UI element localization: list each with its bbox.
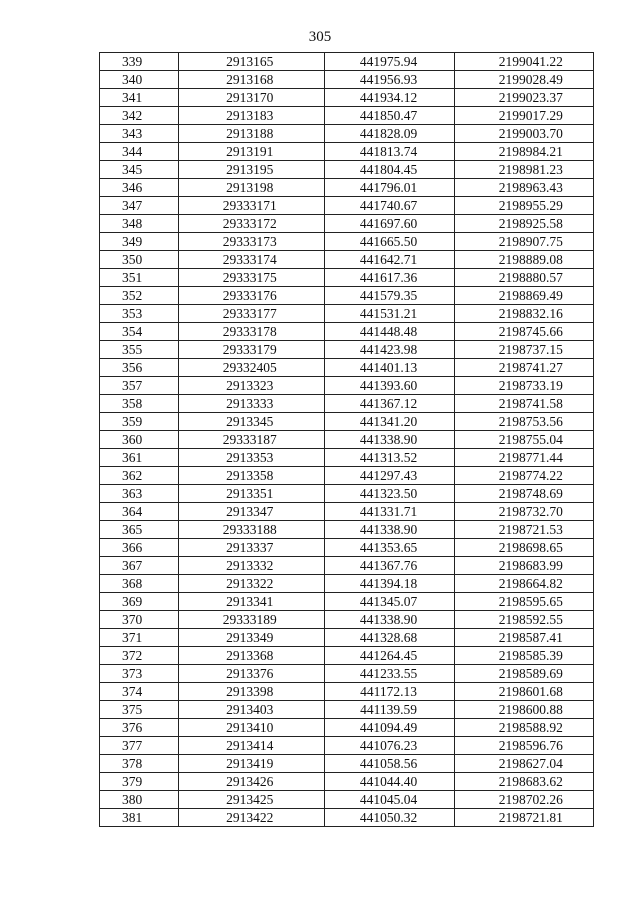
table-row — [100, 647, 594, 665]
row-number-cell: 362 — [100, 467, 179, 485]
x-coordinate-cell: 441617.36 — [325, 269, 454, 287]
table-row — [100, 773, 594, 791]
table-row — [100, 89, 594, 107]
point-id-cell: 2913333 — [179, 395, 325, 413]
y-coordinate-cell: 2198869.49 — [454, 287, 593, 305]
row-number-cell: 354 — [100, 323, 179, 341]
point-id-cell: 2913195 — [179, 161, 325, 179]
table-row — [100, 161, 594, 179]
point-id-cell: 2913323 — [179, 377, 325, 395]
point-id-cell: 2913191 — [179, 143, 325, 161]
table-row — [100, 521, 594, 539]
y-coordinate-cell: 2199023.37 — [454, 89, 593, 107]
y-coordinate-cell: 2198741.58 — [454, 395, 593, 413]
y-coordinate-cell: 2198588.92 — [454, 719, 593, 737]
y-coordinate-cell: 2199028.49 — [454, 71, 593, 89]
point-id-cell: 29333173 — [179, 233, 325, 251]
row-number-cell: 373 — [100, 665, 179, 683]
row-number-cell: 363 — [100, 485, 179, 503]
y-coordinate-cell: 2198592.55 — [454, 611, 593, 629]
y-coordinate-cell: 2198601.68 — [454, 683, 593, 701]
y-coordinate-cell: 2198596.76 — [454, 737, 593, 755]
y-coordinate-cell: 2198585.39 — [454, 647, 593, 665]
x-coordinate-cell: 441665.50 — [325, 233, 454, 251]
row-number-cell: 370 — [100, 611, 179, 629]
x-coordinate-cell: 441393.60 — [325, 377, 454, 395]
y-coordinate-cell: 2199041.22 — [454, 53, 593, 71]
x-coordinate-cell: 441094.49 — [325, 719, 454, 737]
row-number-cell: 347 — [100, 197, 179, 215]
point-id-cell: 2913188 — [179, 125, 325, 143]
x-coordinate-cell: 441076.23 — [325, 737, 454, 755]
y-coordinate-cell: 2198907.75 — [454, 233, 593, 251]
row-number-cell: 375 — [100, 701, 179, 719]
row-number-cell: 343 — [100, 125, 179, 143]
point-id-cell: 2913353 — [179, 449, 325, 467]
y-coordinate-cell: 2198984.21 — [454, 143, 593, 161]
row-number-cell: 371 — [100, 629, 179, 647]
y-coordinate-cell: 2198745.66 — [454, 323, 593, 341]
x-coordinate-cell: 441401.13 — [325, 359, 454, 377]
point-id-cell: 2913322 — [179, 575, 325, 593]
y-coordinate-cell: 2198587.41 — [454, 629, 593, 647]
row-number-cell: 376 — [100, 719, 179, 737]
row-number-cell: 372 — [100, 647, 179, 665]
x-coordinate-cell: 441850.47 — [325, 107, 454, 125]
row-number-cell: 374 — [100, 683, 179, 701]
table-row — [100, 791, 594, 809]
row-number-cell: 352 — [100, 287, 179, 305]
x-coordinate-cell: 441345.07 — [325, 593, 454, 611]
y-coordinate-cell: 2198595.65 — [454, 593, 593, 611]
row-number-cell: 367 — [100, 557, 179, 575]
point-id-cell: 2913349 — [179, 629, 325, 647]
x-coordinate-cell: 441233.55 — [325, 665, 454, 683]
x-coordinate-cell: 441050.32 — [325, 809, 454, 827]
y-coordinate-cell: 2198589.69 — [454, 665, 593, 683]
point-id-cell: 29333175 — [179, 269, 325, 287]
y-coordinate-cell: 2198683.62 — [454, 773, 593, 791]
x-coordinate-cell: 441448.48 — [325, 323, 454, 341]
x-coordinate-cell: 441353.65 — [325, 539, 454, 557]
row-number-cell: 342 — [100, 107, 179, 125]
point-id-cell: 2913414 — [179, 737, 325, 755]
table-row — [100, 233, 594, 251]
x-coordinate-cell: 441796.01 — [325, 179, 454, 197]
table-row — [100, 251, 594, 269]
x-coordinate-cell: 441642.71 — [325, 251, 454, 269]
x-coordinate-cell: 441313.52 — [325, 449, 454, 467]
y-coordinate-cell: 2198925.58 — [454, 215, 593, 233]
point-id-cell: 2913351 — [179, 485, 325, 503]
x-coordinate-cell: 441139.59 — [325, 701, 454, 719]
point-id-cell: 2913358 — [179, 467, 325, 485]
table-row — [100, 71, 594, 89]
table-row — [100, 359, 594, 377]
row-number-cell: 361 — [100, 449, 179, 467]
y-coordinate-cell: 2198721.53 — [454, 521, 593, 539]
table-row — [100, 125, 594, 143]
point-id-cell: 29333179 — [179, 341, 325, 359]
x-coordinate-cell: 441341.20 — [325, 413, 454, 431]
point-id-cell: 2913198 — [179, 179, 325, 197]
point-id-cell: 2913341 — [179, 593, 325, 611]
row-number-cell: 357 — [100, 377, 179, 395]
x-coordinate-cell: 441367.76 — [325, 557, 454, 575]
y-coordinate-cell: 2199017.29 — [454, 107, 593, 125]
row-number-cell: 355 — [100, 341, 179, 359]
x-coordinate-cell: 441328.68 — [325, 629, 454, 647]
point-id-cell: 2913426 — [179, 773, 325, 791]
row-number-cell: 356 — [100, 359, 179, 377]
y-coordinate-cell: 2198753.56 — [454, 413, 593, 431]
y-coordinate-cell: 2198963.43 — [454, 179, 593, 197]
table-row — [100, 215, 594, 233]
x-coordinate-cell: 441813.74 — [325, 143, 454, 161]
x-coordinate-cell: 441579.35 — [325, 287, 454, 305]
y-coordinate-cell: 2198627.04 — [454, 755, 593, 773]
x-coordinate-cell: 441934.12 — [325, 89, 454, 107]
point-id-cell: 2913376 — [179, 665, 325, 683]
row-number-cell: 366 — [100, 539, 179, 557]
table-row — [100, 683, 594, 701]
point-id-cell: 29333189 — [179, 611, 325, 629]
point-id-cell: 29333174 — [179, 251, 325, 269]
table-row — [100, 737, 594, 755]
coordinates-table-body — [100, 53, 594, 827]
point-id-cell: 2913403 — [179, 701, 325, 719]
y-coordinate-cell: 2198774.22 — [454, 467, 593, 485]
row-number-cell: 360 — [100, 431, 179, 449]
row-number-cell: 348 — [100, 215, 179, 233]
y-coordinate-cell: 2198733.19 — [454, 377, 593, 395]
point-id-cell: 29333188 — [179, 521, 325, 539]
y-coordinate-cell: 2198955.29 — [454, 197, 593, 215]
x-coordinate-cell: 441323.50 — [325, 485, 454, 503]
x-coordinate-cell: 441697.60 — [325, 215, 454, 233]
row-number-cell: 379 — [100, 773, 179, 791]
table-row — [100, 341, 594, 359]
point-id-cell: 29332405 — [179, 359, 325, 377]
y-coordinate-cell: 2198741.27 — [454, 359, 593, 377]
table-row — [100, 323, 594, 341]
row-number-cell: 340 — [100, 71, 179, 89]
x-coordinate-cell: 441338.90 — [325, 611, 454, 629]
row-number-cell: 365 — [100, 521, 179, 539]
point-id-cell: 29333172 — [179, 215, 325, 233]
table-row — [100, 395, 594, 413]
y-coordinate-cell: 2198889.08 — [454, 251, 593, 269]
point-id-cell: 29333177 — [179, 305, 325, 323]
x-coordinate-cell: 441828.09 — [325, 125, 454, 143]
row-number-cell: 358 — [100, 395, 179, 413]
point-id-cell: 2913422 — [179, 809, 325, 827]
x-coordinate-cell: 441804.45 — [325, 161, 454, 179]
x-coordinate-cell: 441338.90 — [325, 521, 454, 539]
point-id-cell: 2913337 — [179, 539, 325, 557]
table-row — [100, 53, 594, 71]
x-coordinate-cell: 441975.94 — [325, 53, 454, 71]
table-row — [100, 719, 594, 737]
table-row — [100, 611, 594, 629]
point-id-cell: 2913398 — [179, 683, 325, 701]
y-coordinate-cell: 2198600.88 — [454, 701, 593, 719]
y-coordinate-cell: 2198702.26 — [454, 791, 593, 809]
x-coordinate-cell: 441367.12 — [325, 395, 454, 413]
row-number-cell: 381 — [100, 809, 179, 827]
table-row — [100, 701, 594, 719]
row-number-cell: 378 — [100, 755, 179, 773]
x-coordinate-cell: 441172.13 — [325, 683, 454, 701]
x-coordinate-cell: 441044.40 — [325, 773, 454, 791]
x-coordinate-cell: 441045.04 — [325, 791, 454, 809]
x-coordinate-cell: 441956.93 — [325, 71, 454, 89]
table-row — [100, 143, 594, 161]
table-row — [100, 431, 594, 449]
point-id-cell: 29333187 — [179, 431, 325, 449]
table-row — [100, 287, 594, 305]
point-id-cell: 2913168 — [179, 71, 325, 89]
x-coordinate-cell: 441338.90 — [325, 431, 454, 449]
point-id-cell: 29333178 — [179, 323, 325, 341]
x-coordinate-cell: 441331.71 — [325, 503, 454, 521]
table-row — [100, 179, 594, 197]
row-number-cell: 359 — [100, 413, 179, 431]
y-coordinate-cell: 2198755.04 — [454, 431, 593, 449]
row-number-cell: 368 — [100, 575, 179, 593]
x-coordinate-cell: 441740.67 — [325, 197, 454, 215]
table-row — [100, 107, 594, 125]
point-id-cell: 2913410 — [179, 719, 325, 737]
y-coordinate-cell: 2198698.65 — [454, 539, 593, 557]
table-row — [100, 197, 594, 215]
point-id-cell: 2913345 — [179, 413, 325, 431]
row-number-cell: 349 — [100, 233, 179, 251]
table-row — [100, 413, 594, 431]
y-coordinate-cell: 2198832.16 — [454, 305, 593, 323]
table-row — [100, 665, 594, 683]
row-number-cell: 369 — [100, 593, 179, 611]
row-number-cell: 380 — [100, 791, 179, 809]
table-row — [100, 593, 594, 611]
y-coordinate-cell: 2198721.81 — [454, 809, 593, 827]
point-id-cell: 2913425 — [179, 791, 325, 809]
row-number-cell: 345 — [100, 161, 179, 179]
y-coordinate-cell: 2198683.99 — [454, 557, 593, 575]
table-row — [100, 629, 594, 647]
table-row — [100, 269, 594, 287]
page-number: 305 — [308, 29, 332, 45]
y-coordinate-cell: 2198771.44 — [454, 449, 593, 467]
x-coordinate-cell: 441264.45 — [325, 647, 454, 665]
row-number-cell: 353 — [100, 305, 179, 323]
point-id-cell: 29333171 — [179, 197, 325, 215]
row-number-cell: 350 — [100, 251, 179, 269]
point-id-cell: 2913332 — [179, 557, 325, 575]
x-coordinate-cell: 441394.18 — [325, 575, 454, 593]
table-row — [100, 809, 594, 827]
row-number-cell: 364 — [100, 503, 179, 521]
table-row — [100, 503, 594, 521]
table-row — [100, 575, 594, 593]
x-coordinate-cell: 441297.43 — [325, 467, 454, 485]
point-id-cell: 2913347 — [179, 503, 325, 521]
y-coordinate-cell: 2198732.70 — [454, 503, 593, 521]
y-coordinate-cell: 2198737.15 — [454, 341, 593, 359]
point-id-cell: 2913165 — [179, 53, 325, 71]
row-number-cell: 344 — [100, 143, 179, 161]
table-row — [100, 557, 594, 575]
y-coordinate-cell: 2198664.82 — [454, 575, 593, 593]
row-number-cell: 351 — [100, 269, 179, 287]
table-row — [100, 449, 594, 467]
coordinates-table — [99, 52, 594, 827]
point-id-cell: 2913368 — [179, 647, 325, 665]
point-id-cell: 2913419 — [179, 755, 325, 773]
point-id-cell: 29333176 — [179, 287, 325, 305]
table-row — [100, 377, 594, 395]
y-coordinate-cell: 2198880.57 — [454, 269, 593, 287]
table-row — [100, 755, 594, 773]
y-coordinate-cell: 2198748.69 — [454, 485, 593, 503]
table-row — [100, 539, 594, 557]
x-coordinate-cell: 441531.21 — [325, 305, 454, 323]
y-coordinate-cell: 2199003.70 — [454, 125, 593, 143]
table-row — [100, 467, 594, 485]
x-coordinate-cell: 441423.98 — [325, 341, 454, 359]
point-id-cell: 2913170 — [179, 89, 325, 107]
y-coordinate-cell: 2198981.23 — [454, 161, 593, 179]
row-number-cell: 339 — [100, 53, 179, 71]
x-coordinate-cell: 441058.56 — [325, 755, 454, 773]
row-number-cell: 341 — [100, 89, 179, 107]
table-row — [100, 485, 594, 503]
row-number-cell: 346 — [100, 179, 179, 197]
point-id-cell: 2913183 — [179, 107, 325, 125]
table-row — [100, 305, 594, 323]
row-number-cell: 377 — [100, 737, 179, 755]
